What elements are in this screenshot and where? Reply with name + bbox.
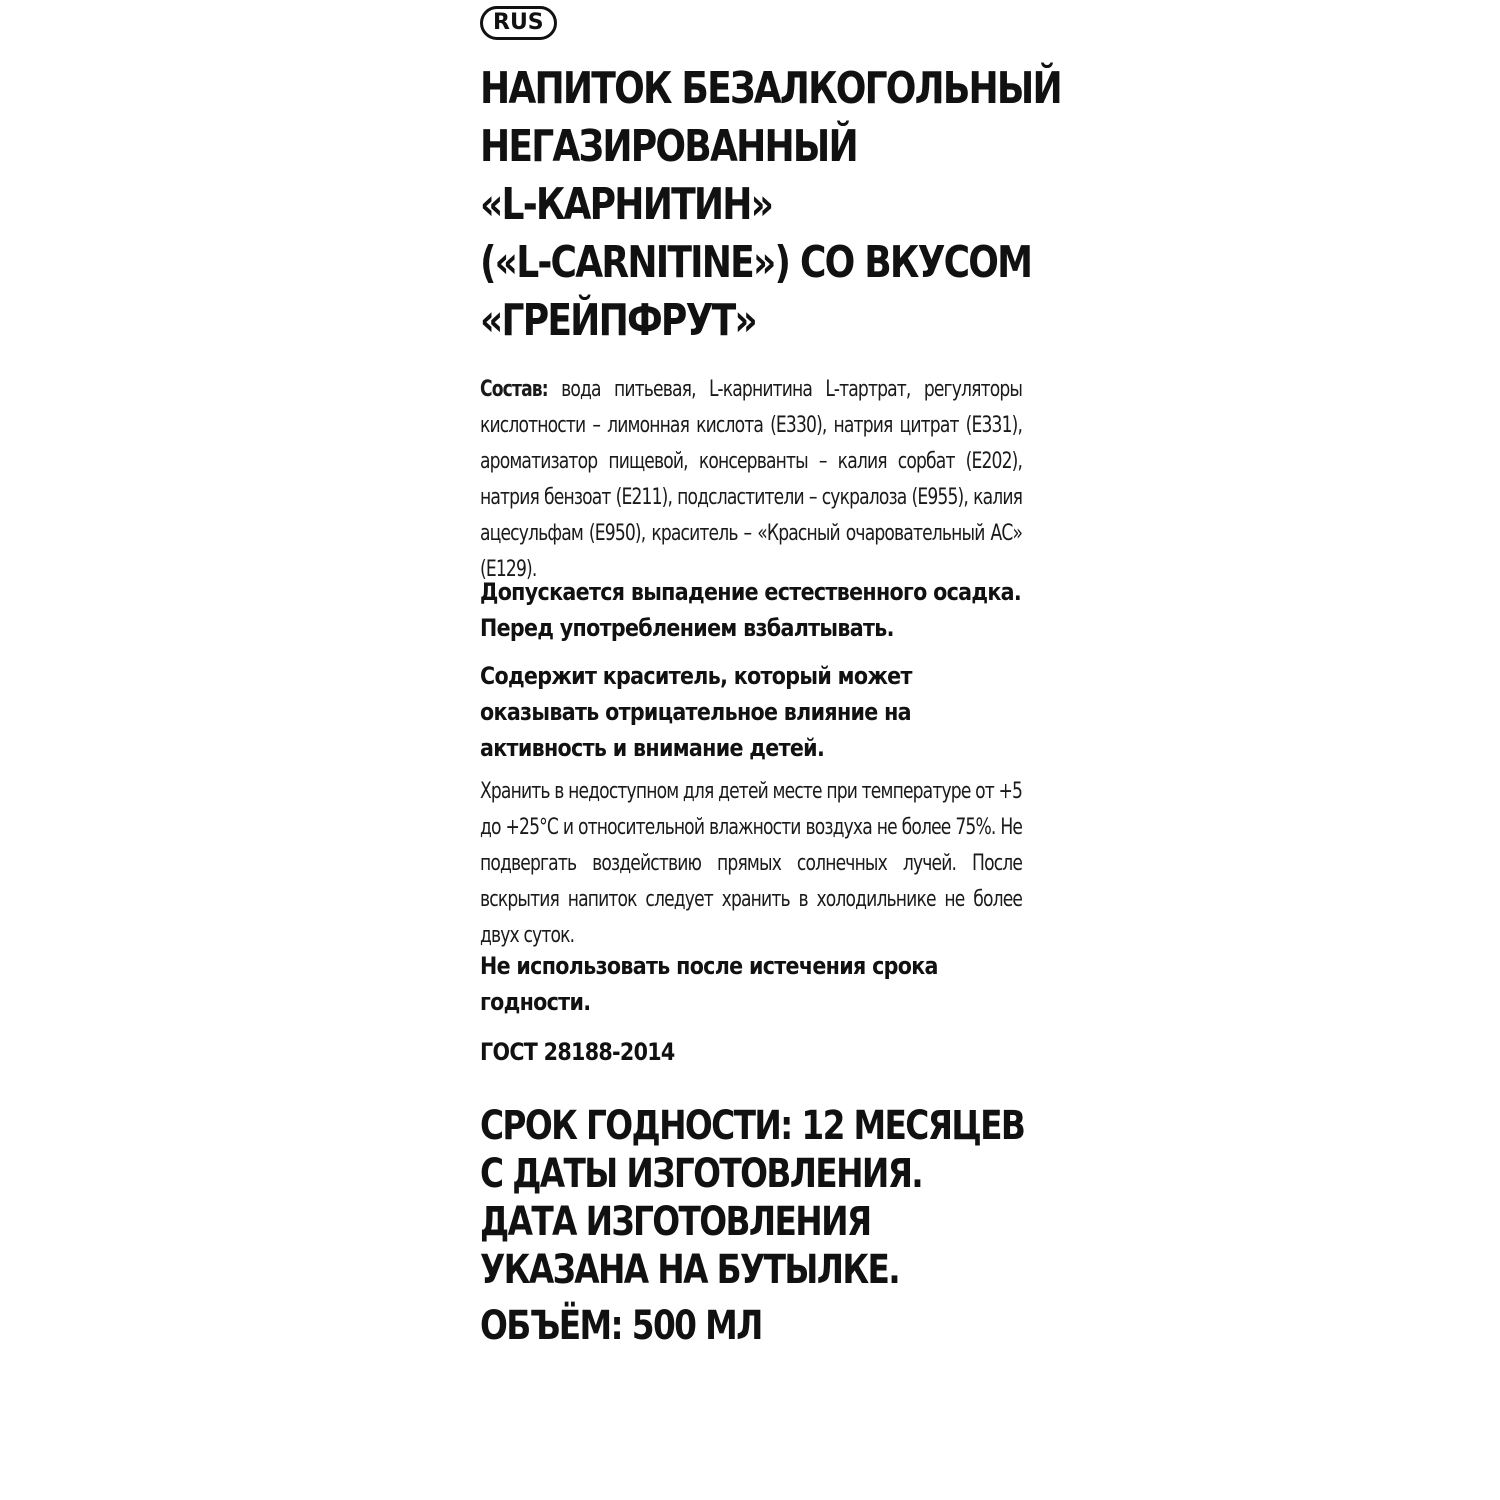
title-line: НЕГАЗИРОВАННЫЙ — [480, 121, 857, 172]
composition-text: вода питьевая, L-карнитина L-тартрат, регуляторы кислотности – лимонная кислота (Е330), натрия цитрат (Е331), ароматизатор пищевой, консерванты – калия сорбат (Е202), натрия бензоат (Е211), подсластители – сукралоза (Е955), калия ацесульфам (Е950), краситель – «Красный очаровательный АС» (Е129). — [480, 377, 1023, 582]
gost-standard: ГОСТ 28188-2014 — [480, 1038, 675, 1066]
volume: ОБЪЁМ: 500 МЛ — [480, 1303, 762, 1349]
dye-warning: Содержит краситель, который может оказывать отрицательное влияние на активность и внимание детей. — [480, 662, 912, 762]
title-line: НАПИТОК БЕЗАЛКОГОЛЬНЫЙ — [480, 63, 1061, 114]
composition-label: Состав: — [480, 377, 548, 402]
title-line: «ГРЕЙПФРУТ» — [480, 295, 756, 346]
title-line: «L-КАРНИТИН» — [480, 179, 773, 230]
product-title — [480, 60, 1061, 350]
language-badge: RUS — [480, 6, 557, 40]
expiry-note: Не использовать после истечения срока годности. — [480, 952, 938, 1016]
shelf-life-line: УКАЗАНА НА БУТЫЛКЕ. — [480, 1247, 900, 1293]
title-line: («L-CARNITINE») СО ВКУСОМ — [480, 237, 1032, 288]
product-label — [480, 6, 1061, 1350]
shelf-life-line: С ДАТЫ ИЗГОТОВЛЕНИЯ. — [480, 1151, 923, 1197]
shelf-life-line: ДАТА ИЗГОТОВЛЕНИЯ — [480, 1199, 871, 1245]
storage-instructions: Хранить в недоступном для детей месте при температуре от +5 до +25°С и относительной влажности воздуха не более 75%. Не подвергать воздействию прямых солнечных лучей. После вскрытия напиток следует хранить в холодильнике не более двух суток. — [480, 779, 1023, 948]
shelf-life — [480, 1102, 1025, 1294]
sediment-note: Допускается выпадение естественного осадка. Перед употреблением взбалтывать. — [480, 578, 1022, 642]
composition-paragraph — [480, 372, 1022, 588]
shelf-life-line: СРОК ГОДНОСТИ: 12 МЕСЯЦЕВ — [480, 1103, 1025, 1149]
